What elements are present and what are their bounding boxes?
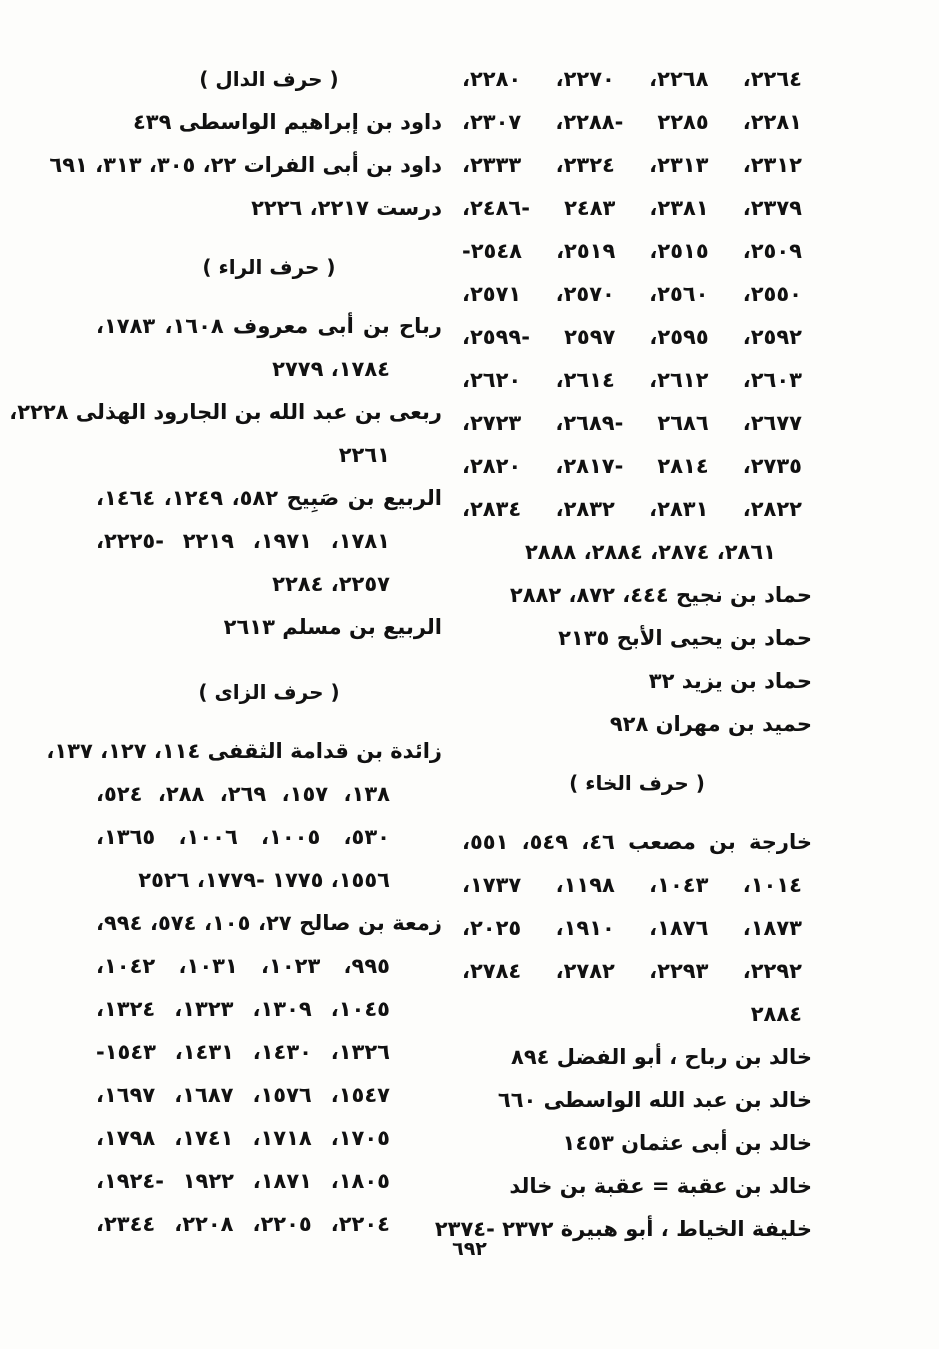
index-entry: داود بن إبراهيم الواسطى ٤٣٩ xyxy=(132,110,442,134)
index-entry: خليفة الخياط ، أبو هبيرة ٢٣٧٢ -٢٣٧٤ xyxy=(434,1217,812,1241)
spacer xyxy=(96,289,442,305)
index-line: ٢٢٨١، ٢٢٨٥ -٢٢٨٨، ٢٣٠٧، xyxy=(462,110,802,134)
index-line: ٢٥٥٠، ٢٥٦٠، ٢٥٧٠، ٢٥٧١، xyxy=(462,282,802,306)
index-entry: رباح بن أبى معروف ١٦٠٨، ١٧٨٣، xyxy=(96,314,443,338)
index-entry: خالد بن أبى عثمان ١٤٥٣ xyxy=(562,1131,812,1155)
index-entry: خارجة بن مصعب ٤٦، ٥٤٩، ٥٥١، xyxy=(462,830,812,854)
index-line: ١٧٨١، ١٩٧١، ٢٢١٩ -٢٢٢٥، xyxy=(96,529,390,553)
index-line: ٩٩٥، ١٠٢٣، ١٠٣١، ١٠٤٢، xyxy=(96,954,390,978)
index-entry: ربعى بن عبد الله بن الجارود الهذلى ٢٢٢٨، xyxy=(9,400,442,424)
index-line: ١٧٨٤، ٢٧٧٩ xyxy=(272,357,390,381)
index-line: ٢٢٠٤، ٢٢٠٥، ٢٢٠٨، ٢٣٤٤، xyxy=(96,1212,391,1236)
index-line: ٢٨٨٤ xyxy=(750,1002,802,1026)
index-line: ٢٢٦٤، ٢٢٦٨، ٢٢٧٠، ٢٢٨٠، xyxy=(462,67,802,91)
index-line: ٢٢٥٧، ٢٢٨٤ xyxy=(272,572,390,596)
section-heading-zay: ( حرف الزاى ) xyxy=(198,680,340,704)
index-line: ٥٣٠، ١٠٠٥، ١٠٠٦، ١٣٦٥، xyxy=(96,825,390,849)
index-line: ١٨٧٣، ١٨٧٦، ١٩١٠، ٢٠٢٥، xyxy=(462,916,802,940)
index-line: ٢٣٧٩، ٢٣٨١، ٢٤٨٣ -٢٤٨٦، xyxy=(462,196,802,220)
index-entry: خالد بن عقبة = عقبة بن خالد xyxy=(509,1174,812,1198)
index-line: ١٥٤٧، ١٥٧٦، ١٦٨٧، ١٦٩٧، xyxy=(96,1083,391,1107)
index-entry: داود بن أبى الفرات ٢٢، ٣٠٥، ٣١٣، ٦٩١ xyxy=(49,153,442,177)
spacer xyxy=(462,805,812,821)
spacer xyxy=(96,714,442,730)
index-line: ١٧٠٥، ١٧١٨، ١٧٤١، ١٧٩٨، xyxy=(96,1126,391,1150)
index-entry: خالد بن رباح ، أبو الفضل ٨٩٤ xyxy=(511,1045,812,1069)
index-line: ٢٢٦١ xyxy=(338,443,390,467)
section-heading-ra: ( حرف الراء ) xyxy=(202,255,336,279)
index-line: ١٠١٤، ١٠٤٣، ١١٩٨، ١٧٣٧، xyxy=(462,873,802,897)
index-entry: الربيع بن مسلم ٢٦١٣ xyxy=(223,615,442,639)
index-line: ١٣٢٦، ١٤٣٠، ١٤٣١، ١٥٤٣- xyxy=(96,1040,390,1064)
index-line: ٢٢٩٢، ٢٢٩٣، ٢٧٨٢، ٢٧٨٤، xyxy=(462,959,802,983)
index-entry: حماد بن نجيح ٤٤٤، ٨٧٢، ٢٨٨٢ xyxy=(509,583,812,607)
section-heading-dal: ( حرف الدال ) xyxy=(199,67,339,91)
index-line: ٢٥٩٢، ٢٥٩٥، ٢٥٩٧ -٢٥٩٩، xyxy=(462,325,802,349)
section-heading-kha: ( حرف الخاء ) xyxy=(569,771,705,795)
spacer xyxy=(462,746,812,762)
index-line: ٢٧٣٥، ٢٨١٤ -٢٨١٧، ٢٨٢٠، xyxy=(462,454,802,478)
index-entry: خالد بن عبد الله الواسطى ٦٦٠ xyxy=(497,1088,812,1112)
spacer xyxy=(96,230,442,246)
index-entry: حماد بن يزيد ٣٢ xyxy=(648,669,812,693)
spacer xyxy=(96,649,442,671)
index-entry: زائدة بن قدامة الثقفى ١١٤، ١٢٧، ١٣٧، xyxy=(46,739,442,763)
index-entry: حماد بن يحيى الأبح ٢١٣٥ xyxy=(558,626,812,650)
index-line: ٢٦٧٧، ٢٦٨٦ -٢٦٨٩، ٢٧٢٣، xyxy=(462,411,802,435)
index-line: ٢٥٠٩، ٢٥١٥، ٢٥١٩، ٢٥٤٨- xyxy=(462,239,802,263)
index-line: ١٨٠٥، ١٨٧١، ١٩٢٢ -١٩٢٤، xyxy=(96,1169,390,1193)
index-line: ٢٣١٢، ٢٣١٣، ٢٣٢٤، ٢٣٣٣، xyxy=(462,153,802,177)
index-entry: الربيع بن صَبِيح ٥٨٢، ١٢٤٩، ١٤٦٤، xyxy=(96,486,442,510)
index-entry: حميد بن مهران ٩٢٨ xyxy=(609,712,812,736)
index-line: ٢٨٢٢، ٢٨٣١، ٢٨٣٢، ٢٨٣٤، xyxy=(462,497,802,521)
index-line: ٢٦٠٣، ٢٦١٢، ٢٦١٤، ٢٦٢٠، xyxy=(462,368,802,392)
index-entry: درست ٢٢١٧، ٢٢٢٦ xyxy=(251,196,442,220)
index-line: ١٥٥٦، ١٧٧٥ -١٧٧٩، ٢٥٢٦ xyxy=(138,868,390,892)
index-line: ١٣٨، ١٥٧، ٢٦٩، ٢٨٨، ٥٢٤، xyxy=(96,782,390,806)
page-number: ٦٩٢ xyxy=(452,1238,487,1260)
left-column xyxy=(9,58,443,1246)
index-line: ٢٨٦١، ٢٨٧٤، ٢٨٨٤، ٢٨٨٨ xyxy=(524,540,776,564)
index-line: ١٠٤٥، ١٣٠٩، ١٣٢٣، ١٣٢٤، xyxy=(96,997,391,1021)
index-entry: زمعة بن صالح ٢٧، ١٠٥، ٥٧٤، ٩٩٤، xyxy=(96,911,442,935)
